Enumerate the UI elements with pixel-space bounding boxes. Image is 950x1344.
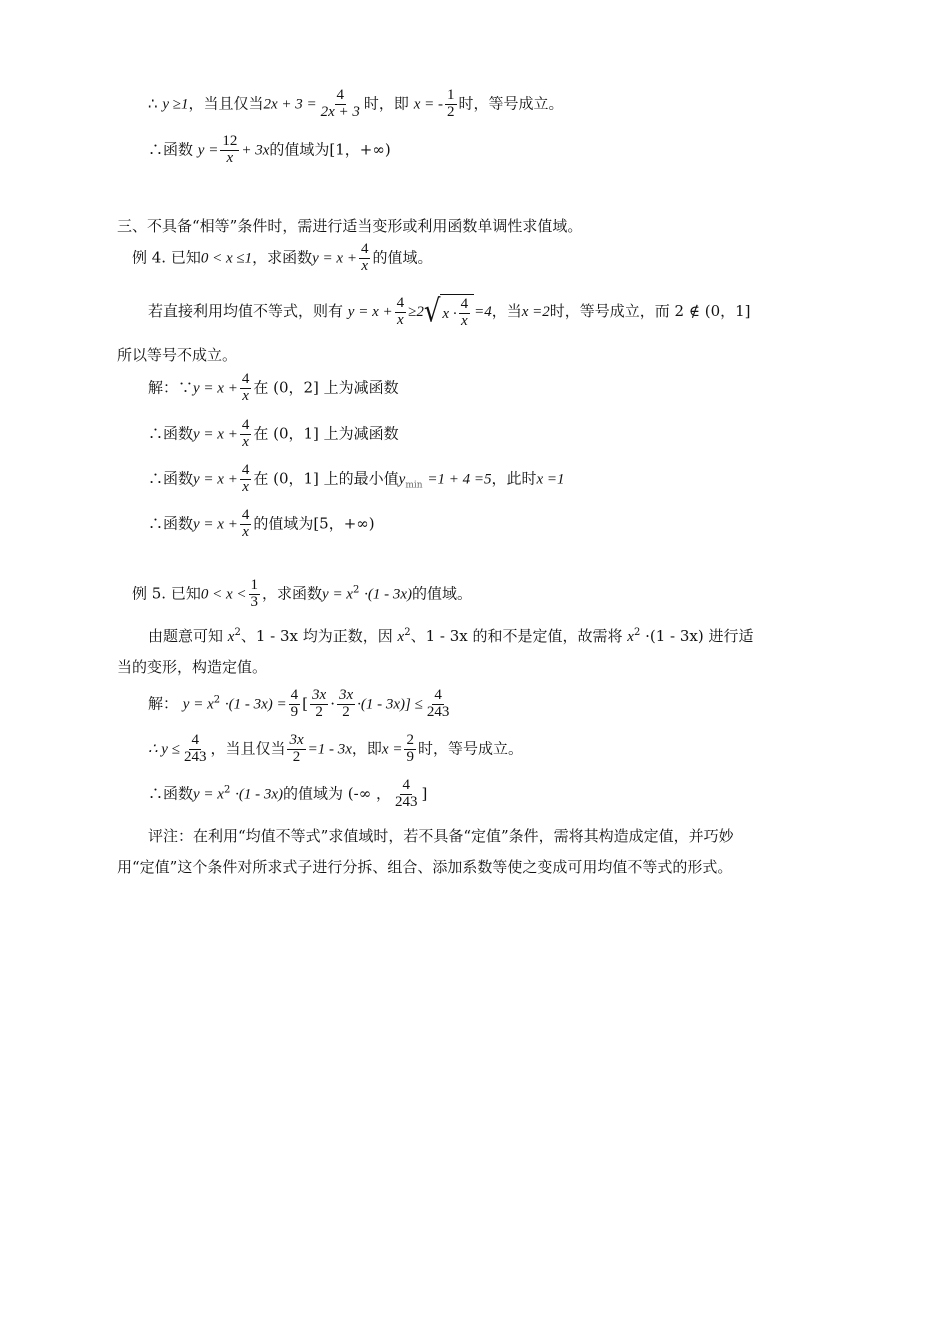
fraction: $\frac{4}{243}$ bbox=[426, 687, 450, 720]
fraction: $\frac{3x}{2}$ bbox=[289, 732, 304, 765]
commentary-line-1: 评注：在利用“均值不等式”求值域时，若不具备“定值”条件，需将其构造成定值，并巧妙 bbox=[148, 827, 734, 845]
fraction: $\frac{4}{9}$ bbox=[290, 687, 299, 720]
fraction: $\frac{3x}{2}$ bbox=[312, 687, 327, 720]
square-root: √ x · $\frac{4}{x}$ bbox=[424, 292, 474, 332]
solution-step-1: 解：∵y = x + $\frac{4}{x}$ 在 (0，2] 上为减函数 bbox=[148, 371, 399, 404]
fraction: $\frac{1}{3}$ bbox=[250, 577, 259, 610]
text-line: 所以等号不成立。 bbox=[117, 346, 238, 364]
section-heading-3: 三、不具备“相等”条件时，需进行适当变形或利用函数单调性求值域。 bbox=[117, 217, 583, 235]
fraction: $\frac{4}{x}$ bbox=[241, 417, 250, 450]
commentary-line-2: 用“定值”这个条件对所求式子进行分拆、组合、添加系数等使之变成可用均值不等式的形式。 bbox=[117, 858, 733, 876]
fraction: $\frac{2}{9}$ bbox=[406, 732, 414, 765]
fraction: $\frac{4}{243}$ bbox=[183, 732, 207, 765]
fraction: $\frac{1}{2}$ bbox=[447, 87, 455, 120]
fraction: $\frac{4}{2x + 3}$ bbox=[320, 87, 360, 120]
example-4-statement: 例 4. 已知0 < x ≤1，求函数y = x + $\frac{4}{x}$ 的值域。 bbox=[132, 241, 433, 274]
direct-application-line: 若直接利用均值不等式，则有 y = x + $\frac{4}{x}$ ≥2 √ x · $\frac{4}{x}$ =4，当x =2时，等号成立，而 2 ∉ (0，1] bbox=[148, 294, 751, 330]
fraction: $\frac{4}{x}$ bbox=[360, 241, 369, 274]
text-line: 当的变形，构造定值。 bbox=[117, 658, 268, 676]
fraction: $\frac{4}{x}$ bbox=[241, 507, 250, 540]
solution-result-5: ∴函数$y = x^2 \cdot(1 - 3x)$的值域为 (-∞ ， $\frac{4}{243}$ ] bbox=[148, 777, 428, 810]
fraction: $\frac{4}{x}$ bbox=[396, 294, 405, 328]
solution-5-step-2: ∴ y ≤ $\frac{4}{243}$ ，当且仅当 $\frac{3x}{2}$ =1 - 3x，即x = $\frac{2}{9}$ 时，等号成立。 bbox=[148, 732, 523, 765]
fraction: $\frac{4}{243}$ bbox=[394, 777, 418, 810]
solution-5-step-1: 解： $y = x^2 \cdot(1 - 3x)$ = $\frac{4}{9}$ [ $\frac{3x}{2}$ · $\frac{3x}{2}$ ·(1 - 3x)] ≤ $\frac{4}{243}$ bbox=[148, 687, 450, 720]
solution-step-3: ∴函数y = x + $\frac{4}{x}$ 在 (0，1] 上的最小值$y_{min} =1 + 4 =5$，此时x =1 bbox=[148, 462, 565, 495]
line-equality-condition: ∴ y ≥1，当且仅当2x + 3 = $\frac{4}{2x + 3}$ 时，即 x = - $\frac{1}{2}$ 时，等号成立。 bbox=[148, 87, 564, 120]
fraction: $\frac{4}{x}$ bbox=[241, 371, 250, 404]
fraction: $\frac{3x}{2}$ bbox=[338, 687, 354, 720]
solution-result-4: ∴函数y = x + $\frac{4}{x}$ 的值域为[5，+∞) bbox=[148, 507, 375, 540]
solution-step-2: ∴函数y = x + $\frac{4}{x}$ 在 (0，1] 上为减函数 bbox=[148, 417, 399, 450]
fraction: $\frac{12}{x}$ bbox=[222, 133, 238, 166]
line-range-result-1: ∴函数 y = $\frac{12}{x}$ + 3x的值域为[1，+∞) bbox=[148, 133, 391, 166]
analysis-line: 由题意可知 $x^2$、1 - 3x 均为正数，因 $x^2$、1 - 3x 的和不是定值，故需将 $x^2 \cdot(1 - 3x)$ 进行适 bbox=[148, 627, 754, 645]
example-5-statement: 例 5. 已知0 < x < $\frac{1}{3}$ ，求函数$y = x^2 \cdot(1 - 3x)$的值域。 bbox=[132, 577, 473, 610]
fraction: $\frac{4}{x}$ bbox=[241, 462, 250, 495]
